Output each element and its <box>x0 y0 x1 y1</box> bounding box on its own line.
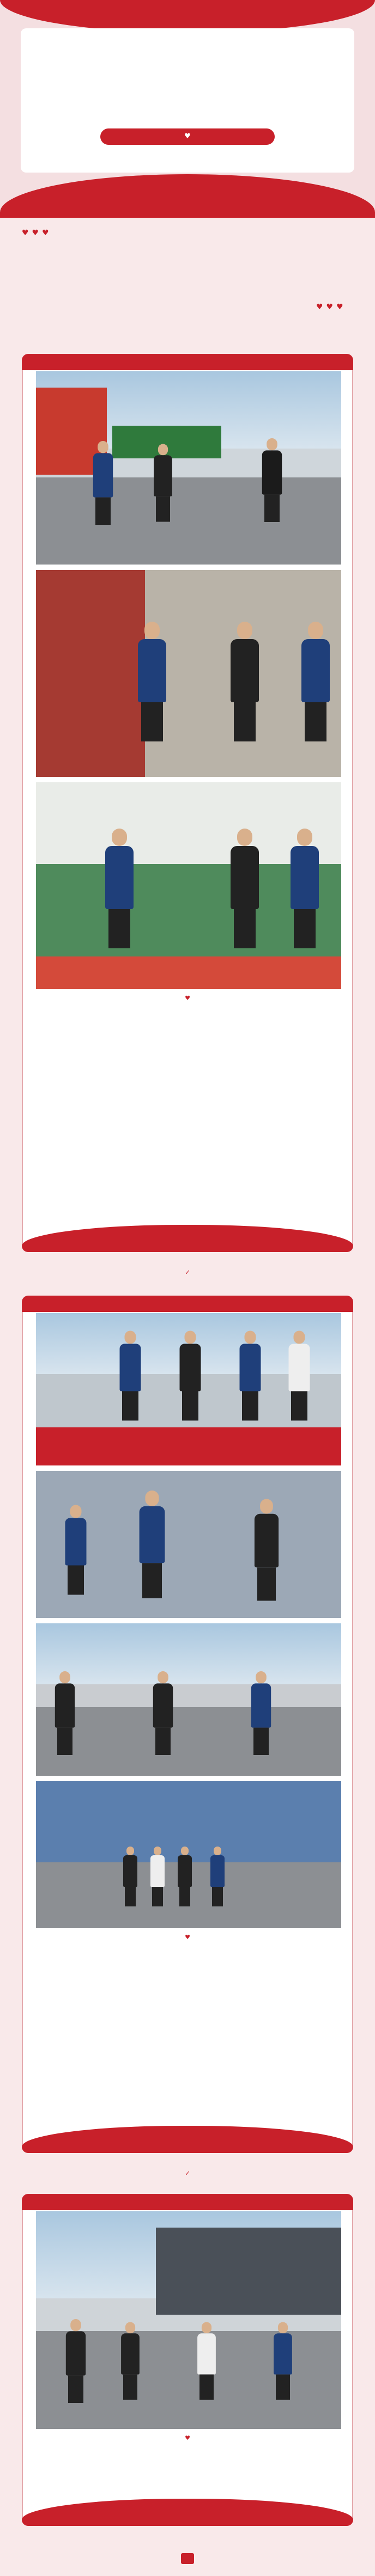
check-icon: ✓ <box>184 1268 191 1276</box>
header-bottom-arc <box>0 174 375 218</box>
section-card-2 <box>22 1296 353 2153</box>
subtitle-badge <box>100 128 275 145</box>
photo-8 <box>36 2211 341 2429</box>
header-card <box>21 28 354 173</box>
card-header-bar <box>22 2194 353 2210</box>
photo-5 <box>36 1471 341 1618</box>
header-banner <box>0 0 375 218</box>
card-footer-arc <box>22 2126 353 2153</box>
photo-3 <box>36 782 341 989</box>
heart-icon: ♥ <box>185 1934 190 1941</box>
heart-icon: ♥ <box>184 132 191 140</box>
photo-6 <box>36 1623 341 1776</box>
heart-icon: ♥♥♥ <box>316 303 347 311</box>
heart-icon: ♥♥♥ <box>22 229 52 237</box>
check-icon: ✓ <box>184 2169 191 2177</box>
photo-2 <box>36 570 341 777</box>
section-card-3 <box>22 2194 353 2526</box>
header-top-arc <box>0 0 375 33</box>
card-header-bar <box>22 1296 353 1312</box>
photo-caption <box>23 2434 352 2442</box>
card-footer-arc <box>22 1225 353 1252</box>
card-footer-arc <box>22 2499 353 2526</box>
heart-icon: ♥ <box>185 2434 190 2442</box>
end-mark-icon <box>181 2553 194 2564</box>
photo-7 <box>36 1781 341 1928</box>
section-card-1 <box>22 354 353 1252</box>
photo-1 <box>36 371 341 565</box>
card-header-bar <box>22 354 353 370</box>
photo-4 <box>36 1313 341 1465</box>
heart-icon: ♥ <box>185 995 190 1002</box>
photo-caption <box>23 995 352 1002</box>
photo-caption <box>23 1934 352 1941</box>
